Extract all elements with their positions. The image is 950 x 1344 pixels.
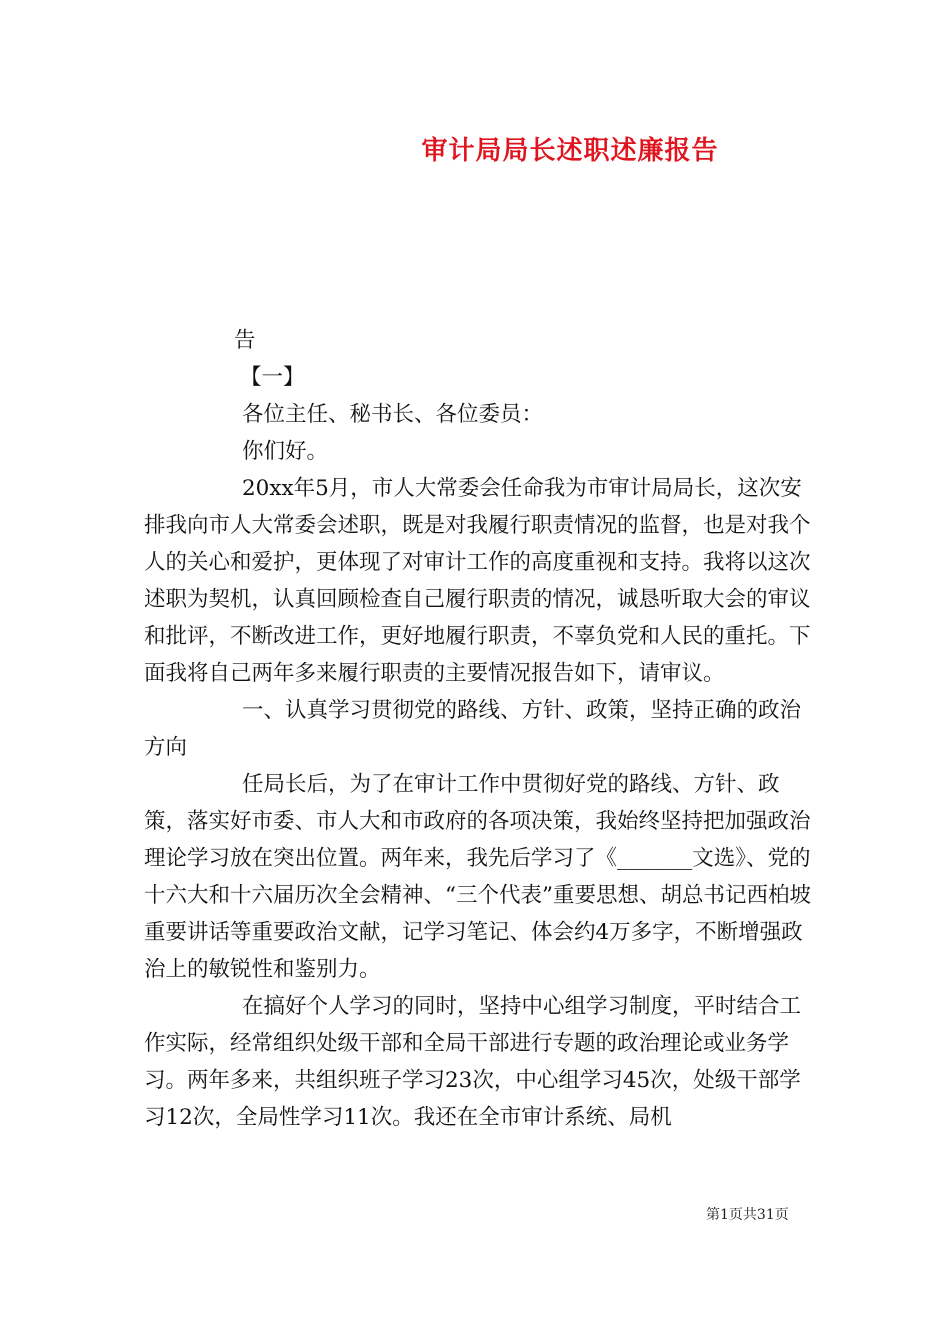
salutation: 各位主任、秘书长、各位委员： <box>242 402 544 427</box>
section-heading-1: 一、认真学习贯彻党的路线、方针、政策，坚持正确的政治方向 <box>144 698 802 760</box>
document-title: 审计局局长述职述廉报告 <box>421 136 719 166</box>
document-body <box>144 322 814 1136</box>
paragraph-intro: 20xx年5月，市人大常委会任命我为市审计局局长，这次安排我向市人大常委会述职，既是对我履行职责情况的监督，也是对我个人的关心和爱护，更体现了对审计工作的高度重视和支持。我将以这次述职为契机，认真回顾检查自己履行职责的情况，诚恳听取大会的审议和批评，不断改进工作，更好地履行职责，不辜负党和人民的重托。下面我将自己两年多来履行职责的主要情况报告如下，请审议。 <box>144 476 811 686</box>
paragraph-group-study: 在搞好个人学习的同时，坚持中心组学习制度，平时结合工作实际，经常组织处级干部和全局干部进行专题的政治理论或业务学习。两年多来，共组织班子学习23次，中心组学习45次，处级干部学习12次，全局性学习11次。我还在全市审计系统、局机 <box>144 994 802 1130</box>
greeting: 你们好。 <box>242 439 329 464</box>
paragraph-study: 任局长后，为了在审计工作中贯彻好党的路线、方针、政策，落实好市委、市人大和市政府的各项决策，我始终坚持把加强政治理论学习放在突出位置。两年来，我先后学习了《_______文选》、党的十六大和十六届历次全会精神、“三个代表”重要思想、胡总书记西柏坡重要讲话等重要政治文献，记学习笔记、体会约4万多字，不断增强政治上的敏锐性和鉴别力。 <box>144 772 811 982</box>
page-number-footer: 第1页共31页 <box>706 1207 789 1223</box>
section-marker: 【一】 <box>240 365 305 390</box>
stray-character: 告 <box>234 328 256 353</box>
